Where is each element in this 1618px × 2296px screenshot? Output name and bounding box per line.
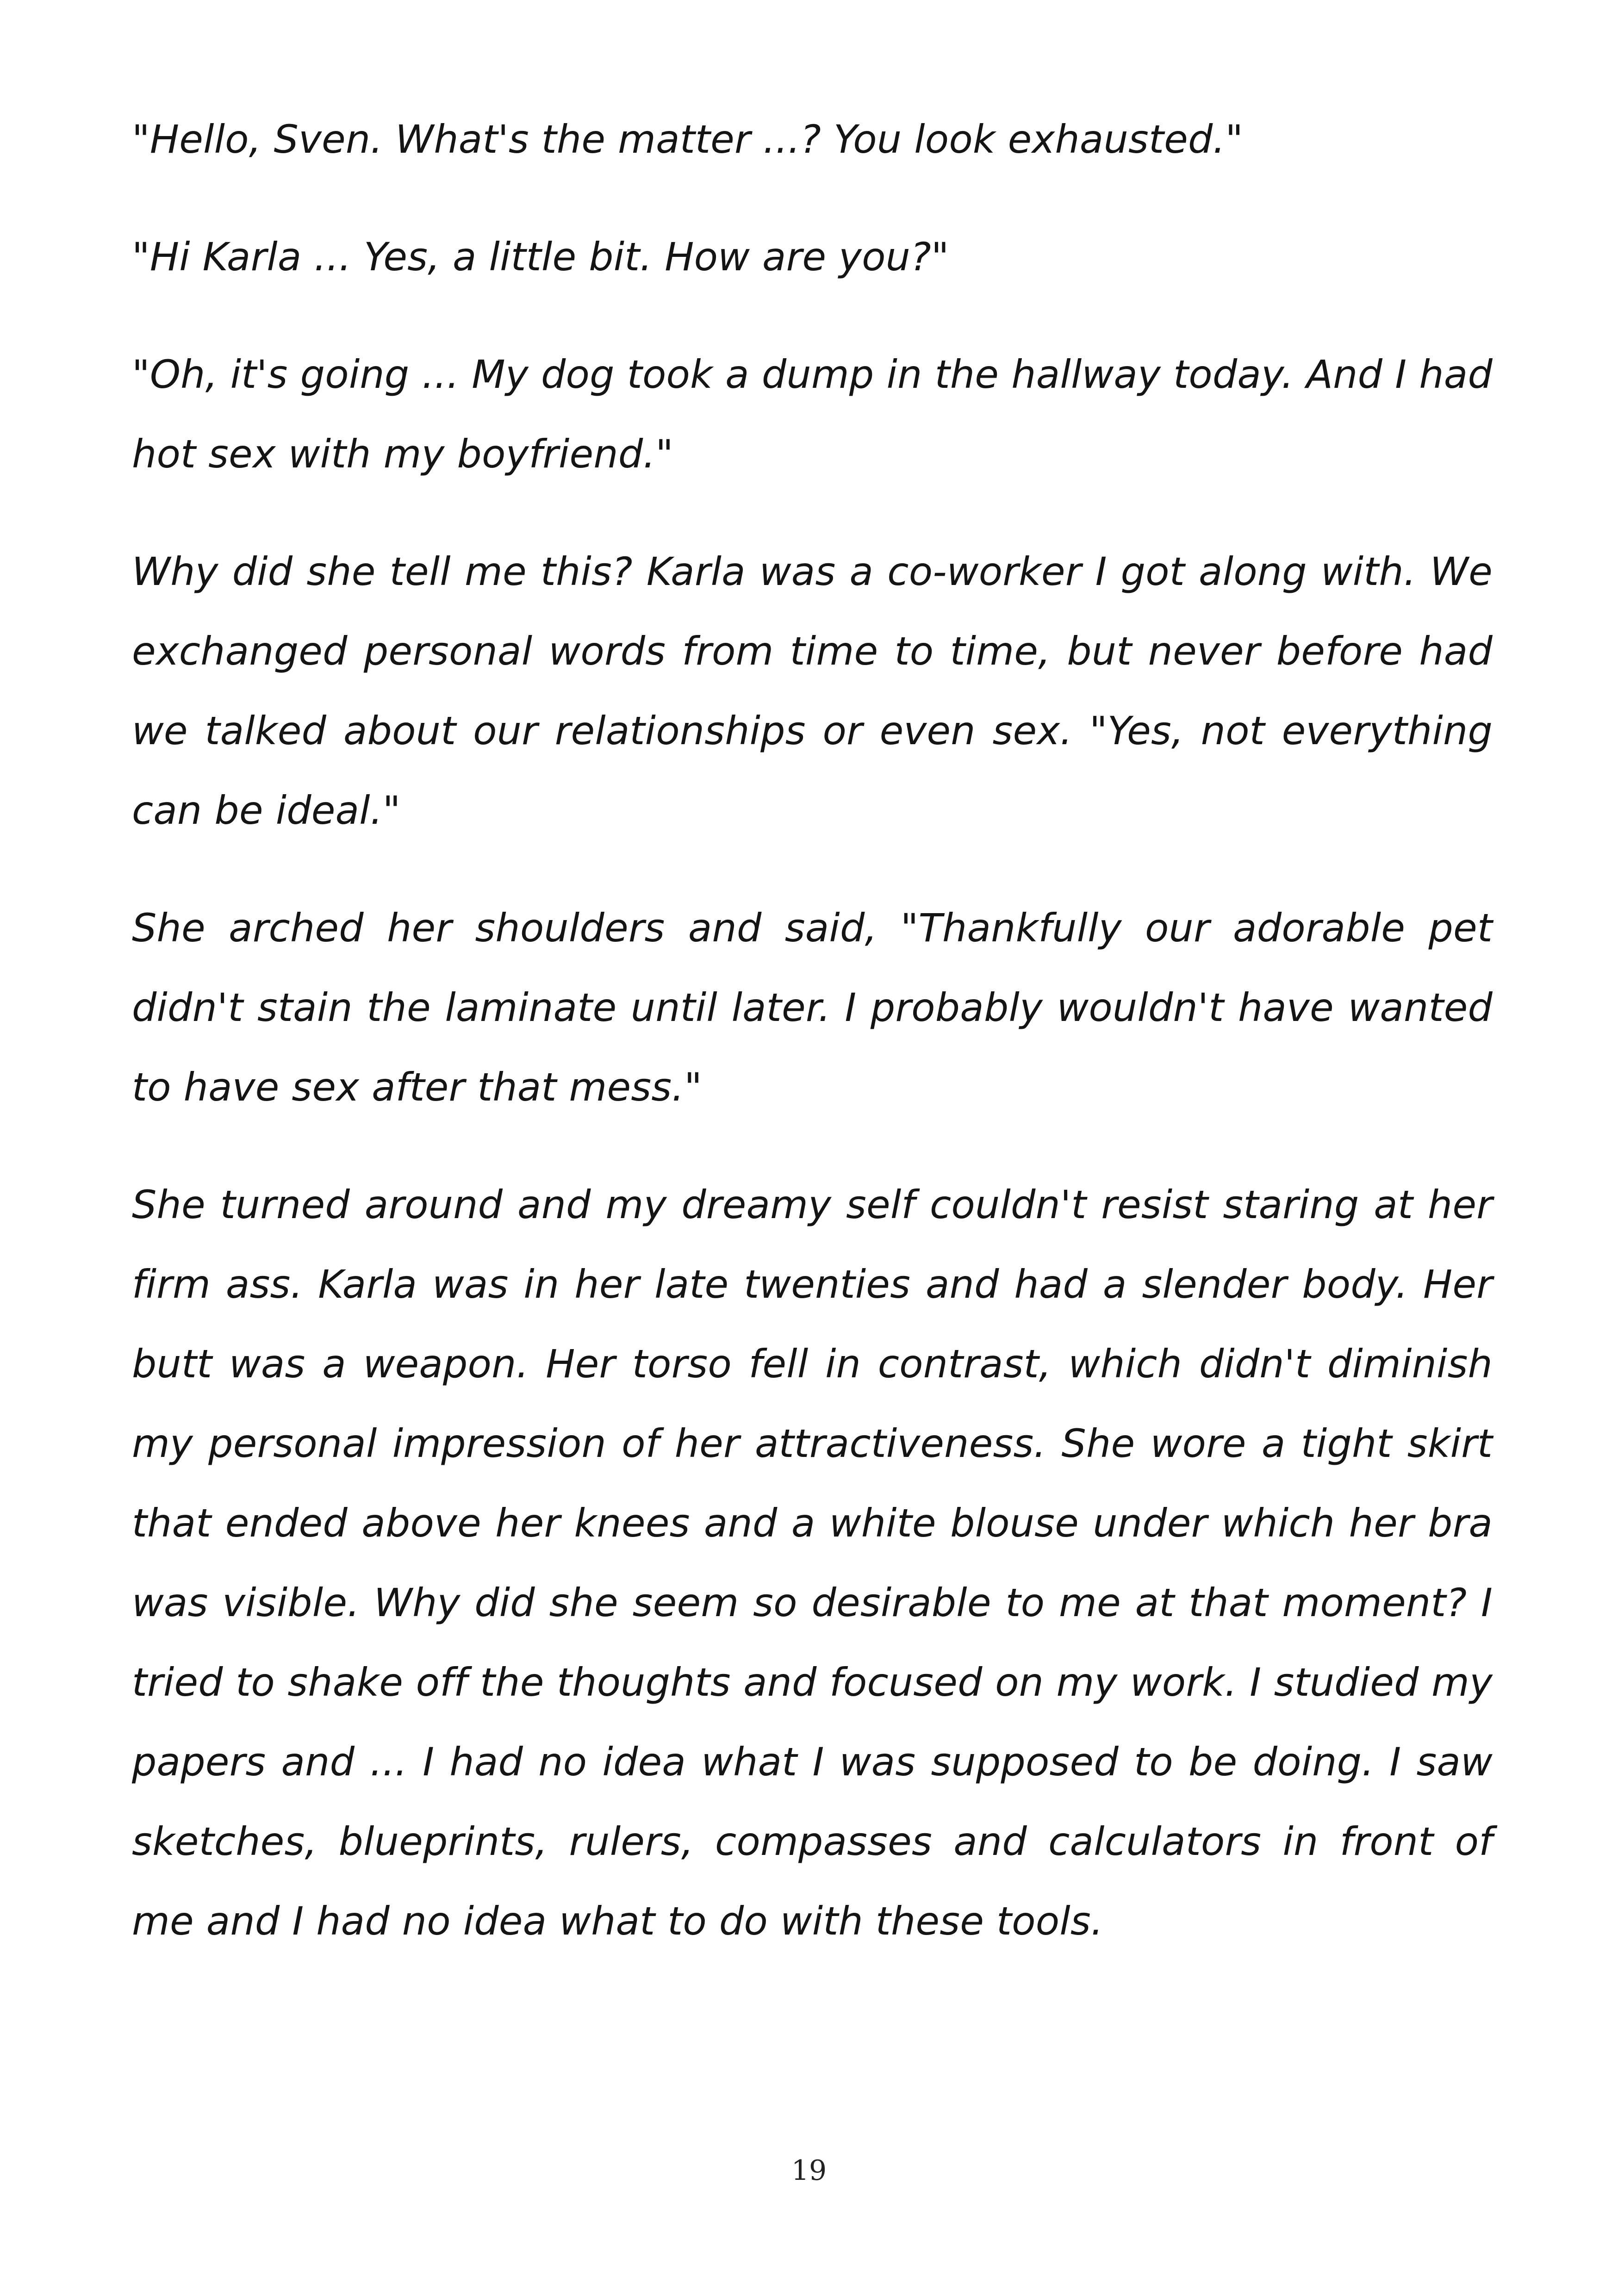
paragraph-reply-sven: "Hi Karla ... Yes, a little bit. How are you?": [132, 234, 949, 280]
paragraph-narration-coworker: Why did she tell me this? Karla was a co-worker I got along with. We exchanged personal words from time to time, but never before had we talked about our relationships or even sex. "Yes, not everything can be ideal.": [132, 549, 1493, 833]
paragraph-karla-news: "Oh, it's going ... My dog took a dump in the hallway today. And I had hot sex with my boyfriend.": [132, 352, 1493, 477]
paragraph-greeting-karla: "Hello, Sven. What's the matter ...? You look exhausted.": [132, 117, 1244, 162]
body-text: [132, 100, 1493, 1999]
page-number: 19: [791, 2154, 827, 2187]
paragraph-karla-shoulders: She arched her shoulders and said, "Thankfully our adorable pet didn't stain the laminate until later. I probably wouldn't have wanted to have sex after that mess.": [132, 905, 1493, 1110]
paragraph-narration-work: She turned around and my dreamy self couldn't resist staring at her firm ass. Karla was in her late twenties and had a slender body. Her butt was a weapon. Her torso fell in contrast, which didn't diminish my personal impression of her attractiveness. She wore a tight skirt that ended above her knees and a white blouse under which her bra was visible. Why did she seem so desirable to me at that moment? I tried to shake off the thoughts and focused on my work. I studied my papers and ... I had no idea what I was supposed to be doing. I saw sketches, blueprints, rulers, compasses and calculators in front of me and I had no idea what to do with these tools.: [132, 1182, 1493, 1944]
